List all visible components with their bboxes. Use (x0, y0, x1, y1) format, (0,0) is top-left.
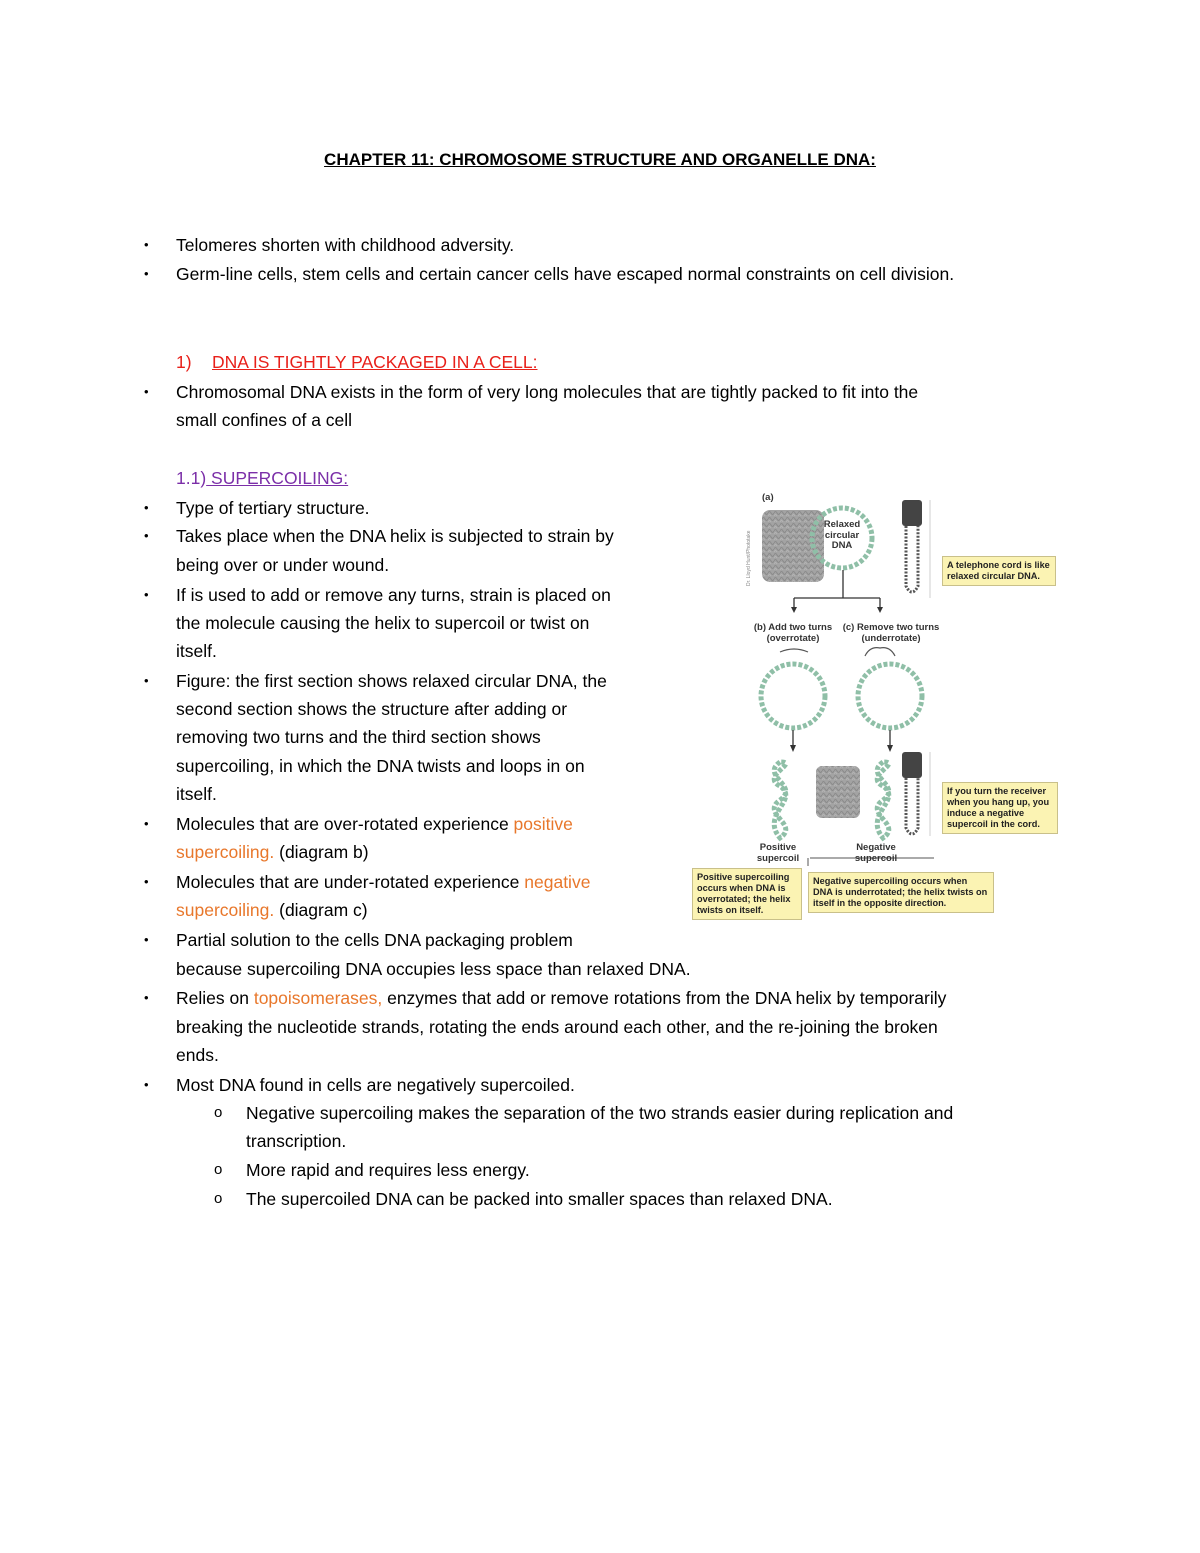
phone-cord-icon (906, 526, 918, 592)
supercoil-bullet-4-line-1: Figure: the first section shows relaxed circular DNA, the (176, 671, 607, 691)
supercoil-bullet-2-line-2: being over or under wound. (176, 555, 390, 575)
bullet-marker: • (144, 237, 149, 252)
topoisomerases-highlight: topoisomerases, (253, 988, 383, 1008)
bullet-marker: • (144, 874, 149, 889)
bullet-marker: • (144, 384, 149, 399)
negative-supercoil-shape (877, 762, 889, 838)
bullet-marker: • (144, 990, 149, 1005)
bullet-marker: • (144, 932, 149, 947)
receiver-callout: If you turn the receiver when you hang up, you induce a negative supercoil in the cord. (942, 782, 1058, 834)
phone-receiver-icon (902, 500, 922, 526)
underrotated-dna-circle (858, 664, 922, 728)
sub-bullet-marker: o (214, 1104, 223, 1121)
bullet-marker: • (144, 528, 149, 543)
positive-supercoiling-callout: Positive supercoiling occurs when DNA is overrotated; the helix twists on itself. (692, 868, 802, 920)
bullet-marker: • (144, 816, 149, 831)
bullet-marker: • (144, 587, 149, 602)
sub-bullet-marker: o (214, 1161, 223, 1178)
supercoil-bullet-5-line-2 (176, 838, 369, 867)
dna-photo-b (816, 766, 860, 818)
supercoil-bullet-7-line-1: Partial solution to the cells DNA packaging problem (176, 930, 573, 950)
bullet-marker: • (144, 500, 149, 515)
positive-supercoil-label (750, 842, 806, 864)
page-title: CHAPTER 11: CHROMOSOME STRUCTURE AND ORGANELLE DNA: (324, 150, 876, 169)
positive-highlight: positive (513, 814, 573, 834)
label-line: circular (824, 529, 860, 541)
supercoil-bullet-4-line-5: itself. (176, 784, 217, 804)
label-b (738, 622, 848, 644)
supercoil-bullet-7-line-2: because supercoiling DNA occupies less space than relaxed DNA. (176, 959, 691, 979)
bullet-marker: • (144, 673, 149, 688)
label-c (838, 622, 944, 644)
telephone-cord-callout: A telephone cord is like relaxed circular DNA. (942, 556, 1056, 586)
sub-bullet-2: More rapid and requires less energy. (246, 1160, 530, 1180)
label-line: (overrotate) (766, 633, 820, 644)
figure-label-a: (a) (762, 492, 774, 503)
section-1-1-number: 1.1) (176, 468, 207, 488)
supercoil-bullet-8-line-3: ends. (176, 1045, 219, 1065)
relaxed-dna-label (814, 520, 870, 552)
sub-bullet-marker: o (214, 1190, 223, 1207)
bullet-marker: • (144, 1077, 149, 1092)
label-line: supercoil (854, 853, 898, 864)
negative-highlight: negative (524, 872, 591, 892)
supercoil-bullet-8-line-1 (176, 984, 946, 1013)
supercoil-bullet-4-line-4: supercoiling, in which the DNA twists and loops in on (176, 756, 585, 776)
label-line: Relaxed (823, 519, 861, 530)
photo-credit: Dr. Lloyd Hunt/Phototake (746, 530, 752, 586)
supercoil-bullet-6-line-2 (176, 896, 368, 925)
supercoiling-highlight: supercoiling. (176, 842, 275, 862)
supercoiling-highlight: supercoiling. (176, 900, 275, 920)
intro-bullet-2: Germ-line cells, stem cells and certain cancer cells have escaped normal constraints on cell division. (176, 264, 955, 284)
negative-supercoil-label (848, 842, 904, 864)
section-1-line-2: small confines of a cell (176, 410, 353, 430)
supercoil-bullet-6-line-1 (176, 868, 590, 897)
text-run: Molecules that are under-rotated experience (176, 872, 525, 892)
supercoil-bullet-3-line-1: If is used to add or remove any turns, strain is placed on (176, 585, 611, 605)
section-1-1-heading (176, 464, 348, 493)
supercoil-bullet-4-line-3: removing two turns and the third section shows (176, 727, 541, 747)
supercoil-bullet-1: Type of tertiary structure. (176, 498, 370, 518)
label-line: Negative (856, 842, 896, 853)
text-run: (diagram c) (274, 900, 368, 920)
phone-cord-icon (906, 778, 918, 834)
intro-bullet-1: Telomeres shorten with childhood adversity. (176, 235, 515, 255)
label-line: (c) Remove two turns (842, 622, 940, 633)
section-1-1-title: SUPERCOILING: (206, 468, 349, 488)
label-line: Positive (759, 842, 797, 853)
positive-supercoil-shape (774, 762, 786, 838)
label-line: (underrotate) (861, 633, 921, 644)
section-1-heading: DNA IS TIGHTLY PACKAGED IN A CELL: (212, 352, 538, 372)
sub-bullet-1-line-1: Negative supercoiling makes the separation of the two strands easier during replication and (246, 1103, 954, 1123)
section-1-line-1: Chromosomal DNA exists in the form of very long molecules that are tightly packed to fit into the (176, 382, 919, 402)
text-run: enzymes that add or remove rotations from the DNA helix by temporarily (382, 988, 947, 1008)
text-run: Molecules that are over-rotated experience (176, 814, 514, 834)
sub-bullet-3: The supercoiled DNA can be packed into smaller spaces than relaxed DNA. (246, 1189, 833, 1209)
supercoil-bullet-3-line-2: the molecule causing the helix to supercoil or twist on (176, 613, 590, 633)
sub-bullet-1-line-2: transcription. (246, 1131, 347, 1151)
supercoil-bullet-5-line-1 (176, 810, 573, 839)
supercoil-bullet-2-line-1: Takes place when the DNA helix is subjected to strain by (176, 526, 614, 546)
supercoil-bullet-8-line-2: breaking the nucleotide strands, rotating the ends around each other, and the re-joining the broken (176, 1017, 938, 1037)
label-line: DNA (831, 540, 853, 551)
phone-receiver-icon (902, 752, 922, 778)
bullet-marker: • (144, 266, 149, 281)
overrotated-dna-circle (761, 664, 825, 728)
section-1-number: 1) (176, 352, 192, 372)
text-run: Relies on (176, 988, 254, 1008)
negative-supercoiling-callout: Negative supercoiling occurs when DNA is underrotated; the helix twists on itself in the opposite direction. (808, 872, 994, 913)
supercoil-bullet-3-line-3: itself. (176, 641, 217, 661)
label-line: (b) Add two turns (753, 622, 833, 633)
text-run: (diagram b) (274, 842, 369, 862)
label-line: supercoil (756, 853, 800, 864)
supercoil-bullet-9: Most DNA found in cells are negatively supercoiled. (176, 1075, 575, 1095)
supercoil-bullet-4-line-2: second section shows the structure after adding or (176, 699, 568, 719)
supercoiling-figure (690, 486, 1060, 928)
